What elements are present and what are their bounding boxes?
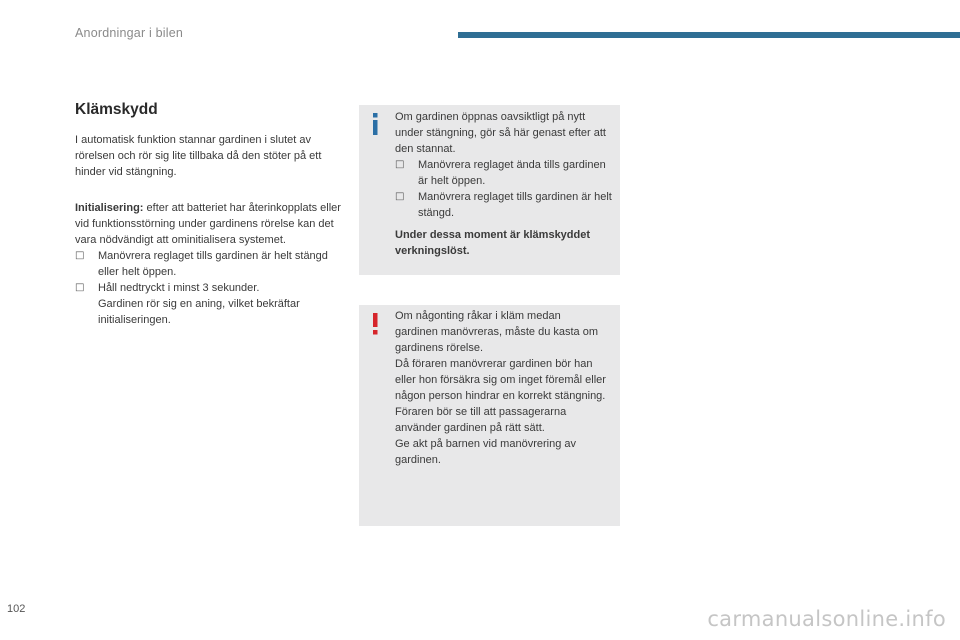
warning-line: Föraren bör se till att passagerarna använder gardinen på rätt sätt. <box>395 406 567 434</box>
initialization-text: efter att batteriet har återinkopplats eller vid funktionsstörning under gardinens rörelse kan det vara nödvändigt att ominitialisera systemet. <box>75 202 341 246</box>
warning-box <box>359 305 620 526</box>
chapter-title: Anordningar i bilen <box>75 26 184 40</box>
initialization-label: Initialisering: <box>75 202 144 214</box>
section-title: Klämskydd <box>75 101 158 118</box>
warning-icon <box>368 313 382 335</box>
info-icon <box>368 113 382 135</box>
info-bullet: □ Manövrera reglaget ända tills gardinen är helt öppen. <box>395 157 614 189</box>
warning-line: Om någonting råkar i kläm medan gardinen manövreras, måste du kasta om gardinens rörelse. <box>395 310 598 354</box>
instruction-bullet: □ Manövrera reglaget tills gardinen är helt stängd eller helt öppen. <box>75 248 347 280</box>
intro-paragraph: I automatisk funktion stannar gardinen i slutet av rörelsen och rör sig lite tillbaka då den stöter på ett hinder vid stängning. <box>75 134 322 178</box>
instruction-result: Gardinen rör sig en aning, vilket bekräftar initialiseringen. <box>98 298 300 326</box>
watermark: carmanualsonline.info <box>707 607 946 631</box>
warning-line: Då föraren manövrerar gardinen bör han eller hon försäkra sig om inget föremål eller någon person hindrar en korrekt stängning. <box>395 358 606 402</box>
initialization-paragraph <box>75 200 347 248</box>
main-column <box>75 100 347 328</box>
header-accent-bar <box>458 32 960 38</box>
info-box <box>359 105 620 275</box>
instruction-bullet: □ Håll nedtryckt i minst 3 sekunder. <box>75 280 347 296</box>
page-number: 102 <box>7 603 26 615</box>
info-bullet: □ Manövrera reglaget tills gardinen är helt stängd. <box>395 189 614 221</box>
info-text: Om gardinen öppnas oavsiktligt på nytt under stängning, gör så här genast efter att den stannat. <box>395 111 606 155</box>
warning-line: Ge akt på barnen vid manövrering av gardinen. <box>395 438 576 466</box>
info-emphasis: Under dessa moment är klämskyddet verkningslöst. <box>395 229 591 257</box>
